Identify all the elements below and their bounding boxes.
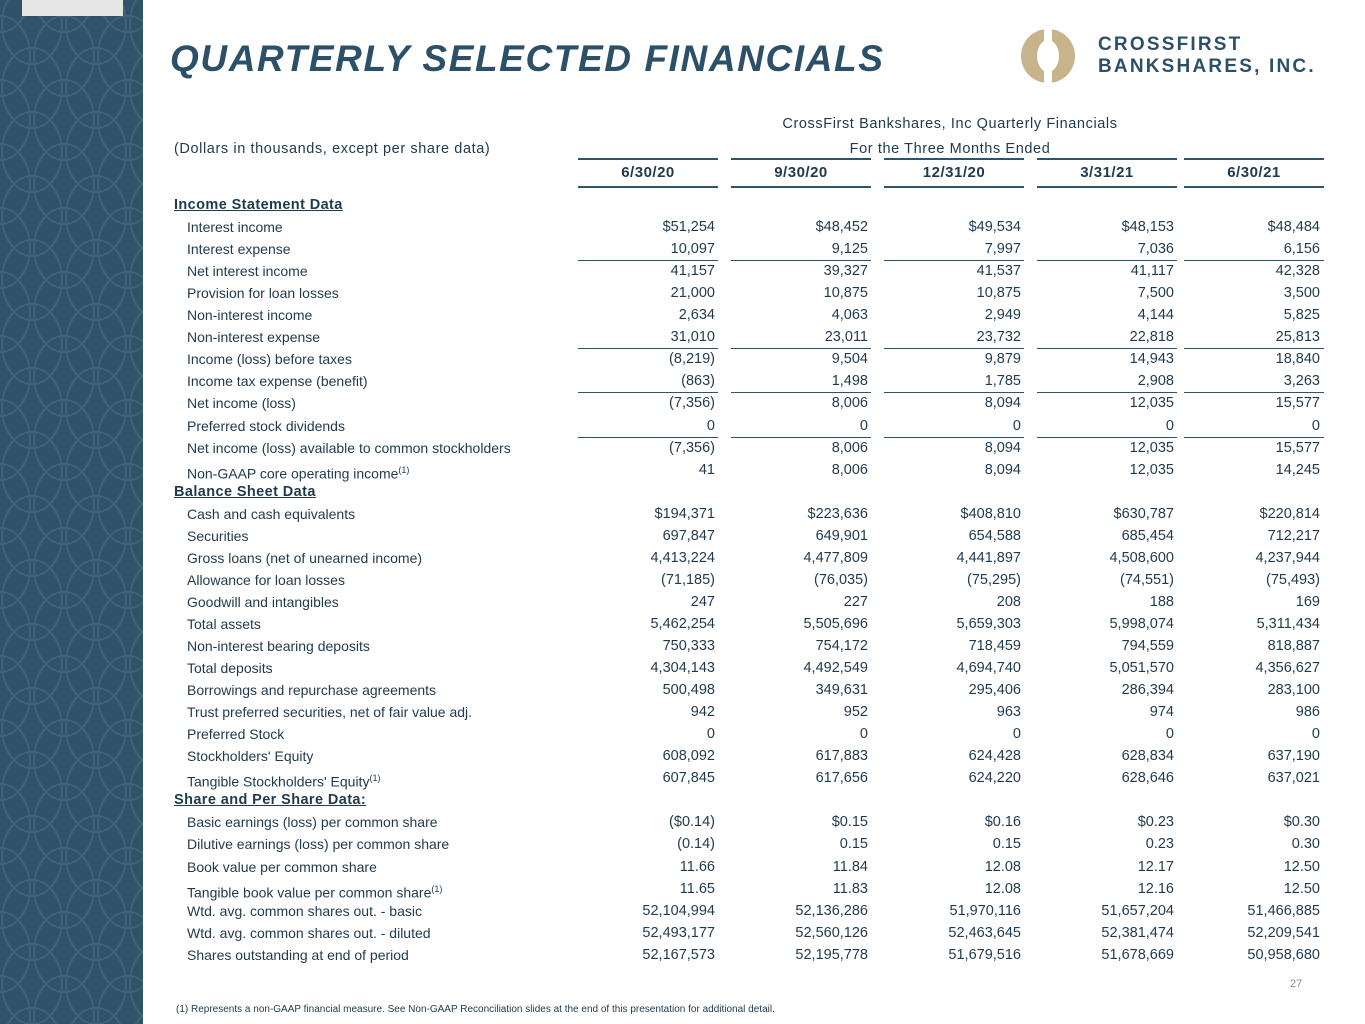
cell-value: 52,560,126 xyxy=(795,924,868,941)
cell-value: 18,840 xyxy=(1275,351,1320,368)
table-row xyxy=(0,635,1365,657)
table-row xyxy=(0,811,1365,833)
cell-value: 169 xyxy=(1295,593,1320,610)
subtotal-rule xyxy=(1184,348,1324,349)
cell-value: 12,035 xyxy=(1129,395,1174,412)
cell-value: $48,484 xyxy=(1267,219,1320,236)
row-label: Provision for loan losses xyxy=(187,285,339,302)
subtotal-rule xyxy=(1037,260,1177,261)
cell-value: 8,006 xyxy=(831,439,868,456)
cell-value: 685,454 xyxy=(1121,527,1174,544)
cell-value: (71,185) xyxy=(660,571,715,588)
cell-value: 52,195,778 xyxy=(795,946,868,963)
cell-value: 52,136,286 xyxy=(795,902,868,919)
cell-value: 4,508,600 xyxy=(1109,549,1174,566)
cell-value: 8,094 xyxy=(984,395,1021,412)
cell-value: 712,217 xyxy=(1267,527,1320,544)
cell-value: 5,659,303 xyxy=(956,615,1021,632)
row-label: Book value per common share xyxy=(187,858,377,875)
cell-value: 3,500 xyxy=(1283,285,1320,302)
subtotal-rule xyxy=(884,348,1024,349)
logo-line-2: BANKSHARES, INC. xyxy=(1098,56,1316,77)
cell-value: 10,097 xyxy=(670,241,715,258)
subtotal-rule xyxy=(731,437,871,438)
row-label: Income (loss) before taxes xyxy=(187,351,352,368)
row-label: Total deposits xyxy=(187,660,273,677)
subtotal-rule xyxy=(1037,392,1177,393)
cell-value: 349,631 xyxy=(815,682,868,699)
cell-value: 283,100 xyxy=(1267,682,1320,699)
cell-value: 50,958,680 xyxy=(1247,946,1320,963)
cell-value: 5,825 xyxy=(1283,307,1320,324)
cell-value: 0.15 xyxy=(839,836,868,853)
cell-value: $48,452 xyxy=(815,219,868,236)
cell-value: 8,006 xyxy=(831,395,868,412)
cell-value: 52,209,541 xyxy=(1247,924,1320,941)
cell-value: 754,172 xyxy=(815,638,868,654)
cell-value: 52,493,177 xyxy=(642,924,715,941)
cell-value: $0.23 xyxy=(1137,814,1174,831)
cell-value: 4,304,143 xyxy=(650,660,715,677)
cell-value: 718,459 xyxy=(968,638,1021,654)
cell-value: (76,035) xyxy=(813,571,868,588)
cell-value: 2,949 xyxy=(984,307,1021,324)
cell-value: 4,356,627 xyxy=(1255,660,1320,677)
cell-value: $0.16 xyxy=(984,814,1021,831)
subtotal-rule xyxy=(884,392,1024,393)
cell-value: 4,413,224 xyxy=(650,549,715,566)
cell-value: (8,219) xyxy=(669,351,715,368)
logo-line-1: CROSSFIRST xyxy=(1098,34,1243,55)
cell-value: 3,263 xyxy=(1283,373,1320,390)
cell-value: 10,875 xyxy=(823,285,868,302)
cell-value: 4,144 xyxy=(1137,307,1174,324)
row-label: Allowance for loan losses xyxy=(187,571,345,588)
row-label: Income tax expense (benefit) xyxy=(187,373,368,390)
table-row xyxy=(0,216,1365,238)
subtotal-rule xyxy=(1184,260,1324,261)
row-label: Interest income xyxy=(187,219,283,236)
cell-value: 5,462,254 xyxy=(650,615,715,632)
cell-value: 624,428 xyxy=(968,748,1021,765)
cell-value: 15,577 xyxy=(1275,439,1320,456)
row-label: Goodwill and intangibles xyxy=(187,593,339,610)
cell-value: 12.16 xyxy=(1137,880,1174,897)
cell-value: 0 xyxy=(1012,417,1021,434)
table-row xyxy=(0,613,1365,635)
cell-value: 11.65 xyxy=(679,880,715,897)
table-row xyxy=(0,304,1365,326)
cell-value: $48,153 xyxy=(1121,219,1174,236)
cell-value: 5,311,434 xyxy=(1256,615,1320,632)
cell-value: 0 xyxy=(859,726,868,743)
subtotal-rule xyxy=(578,437,718,438)
column-header: 12/31/20 xyxy=(884,158,1024,188)
cell-value: 9,879 xyxy=(984,351,1021,368)
cell-value: 4,441,897 xyxy=(956,549,1021,566)
cell-value: 0 xyxy=(859,417,868,434)
cell-value: $0.15 xyxy=(831,814,868,831)
cell-value: 617,883 xyxy=(815,748,868,765)
subtotal-rule xyxy=(731,348,871,349)
table-row xyxy=(0,745,1365,767)
cell-value: 52,104,994 xyxy=(642,902,715,919)
table-row xyxy=(0,701,1365,723)
cell-value: 12.50 xyxy=(1283,858,1320,875)
cell-value: 0 xyxy=(1165,726,1174,743)
table-row xyxy=(0,503,1365,525)
cell-value: 22,818 xyxy=(1129,329,1174,346)
cell-value: 750,333 xyxy=(662,638,715,654)
cell-value: 952 xyxy=(843,704,868,721)
cell-value: 5,505,696 xyxy=(803,615,868,632)
cell-value: 4,237,944 xyxy=(1255,549,1320,566)
cell-value: 15,577 xyxy=(1275,395,1320,412)
cell-value: 51,679,516 xyxy=(948,946,1021,963)
table-row xyxy=(0,922,1365,944)
cell-value: 25,813 xyxy=(1275,329,1320,346)
cell-value: $223,636 xyxy=(807,505,868,522)
cell-value: 52,463,645 xyxy=(948,924,1021,941)
cell-value: 12,035 xyxy=(1129,439,1174,456)
section-header xyxy=(0,789,1365,811)
row-label: Dilutive earnings (loss) per common share xyxy=(187,836,450,853)
subtotal-rule xyxy=(884,437,1024,438)
subtotal-rule xyxy=(884,260,1024,261)
cell-value: 0 xyxy=(1012,726,1021,743)
subtotal-rule xyxy=(578,260,718,261)
subtotal-rule xyxy=(731,392,871,393)
cell-value: 23,011 xyxy=(824,329,868,346)
row-label: Balance Sheet Data xyxy=(174,483,316,500)
cell-value: 52,167,573 xyxy=(642,946,715,963)
cell-value: 4,477,809 xyxy=(803,549,868,566)
footnote: (1) Represents a non-GAAP financial measure. See Non-GAAP Reconciliation slides at the end of this presentation for additional detail. xyxy=(176,1004,775,1015)
row-label: Tangible Stockholders' Equity$^{(1)}$ xyxy=(187,773,381,790)
cell-value: 0 xyxy=(706,417,715,434)
table-row xyxy=(0,723,1365,745)
cell-value: 12,035 xyxy=(1129,461,1174,478)
cell-value: 41,117 xyxy=(1130,263,1174,280)
table-row xyxy=(0,260,1365,282)
row-label: Trust preferred securities, net of fair value adj. xyxy=(187,704,473,721)
cell-value: 986 xyxy=(1295,704,1320,721)
cell-value: 794,559 xyxy=(1121,638,1174,654)
cell-value: 12.17 xyxy=(1137,858,1174,875)
cell-value: $408,810 xyxy=(960,505,1021,522)
cell-value: $51,254 xyxy=(662,219,715,236)
cell-value: 628,834 xyxy=(1121,748,1174,765)
table-row xyxy=(0,370,1365,392)
cell-value: 39,327 xyxy=(823,263,868,280)
cell-value: 8,006 xyxy=(831,461,868,478)
cell-value: 628,646 xyxy=(1121,770,1174,787)
cell-value: ($0.14) xyxy=(669,814,715,831)
subtotal-rule xyxy=(578,392,718,393)
cell-value: 5,051,570 xyxy=(1109,660,1174,677)
cell-value: 1,498 xyxy=(831,373,868,390)
cell-value: 11.66 xyxy=(679,858,715,875)
cell-value: 12.08 xyxy=(984,880,1021,897)
row-label: Net interest income xyxy=(187,263,308,280)
cell-value: 51,678,669 xyxy=(1101,946,1174,963)
cell-value: (75,493) xyxy=(1265,571,1320,588)
cell-value: $630,787 xyxy=(1113,505,1174,522)
cell-value: (75,295) xyxy=(966,571,1021,588)
cell-value: 637,190 xyxy=(1267,748,1320,765)
cell-value: 0 xyxy=(1311,726,1320,743)
section-header xyxy=(0,194,1365,216)
table-row xyxy=(0,944,1365,966)
cell-value: 818,887 xyxy=(1267,638,1320,654)
subtotal-rule xyxy=(1037,437,1177,438)
cell-value: 0 xyxy=(1165,417,1174,434)
cell-value: 14,943 xyxy=(1129,351,1174,368)
cell-value: 7,997 xyxy=(984,241,1021,258)
cell-value: 9,125 xyxy=(831,241,868,258)
cell-value: 52,381,474 xyxy=(1101,924,1174,941)
row-label: Wtd. avg. common shares out. - diluted xyxy=(187,924,431,941)
cell-value: 697,847 xyxy=(662,527,715,544)
cell-value: (863) xyxy=(681,373,715,390)
table-row xyxy=(0,900,1365,922)
cell-value: 11.84 xyxy=(832,858,868,875)
cell-value: 9,504 xyxy=(831,351,868,368)
row-label: Basic earnings (loss) per common share xyxy=(187,814,438,831)
table-row xyxy=(0,415,1365,437)
table-subtitle: For the Three Months Ended xyxy=(849,141,1051,157)
cell-value: 4,063 xyxy=(831,307,868,324)
cell-value: 2,634 xyxy=(678,307,715,324)
cell-value: 617,656 xyxy=(815,770,868,787)
table-row xyxy=(0,833,1365,855)
row-label: Net income (loss) available to common stockholders xyxy=(187,439,511,456)
table-row xyxy=(0,282,1365,304)
cell-value: (74,551) xyxy=(1119,571,1174,588)
cell-value: 649,901 xyxy=(815,527,868,544)
row-label: Tangible book value per common share$^{(1)}$ xyxy=(187,883,443,901)
cell-value: 624,220 xyxy=(968,770,1021,787)
table-row xyxy=(0,392,1365,414)
cell-value: 227 xyxy=(843,593,868,610)
table-row xyxy=(0,591,1365,613)
table-row xyxy=(0,547,1365,569)
column-header: 3/31/21 xyxy=(1037,158,1177,188)
cell-value: 0.30 xyxy=(1291,836,1320,853)
row-label: Securities xyxy=(187,527,249,544)
cell-value: $49,534 xyxy=(968,219,1021,236)
cell-value: 0 xyxy=(1311,417,1320,434)
cell-value: 8,094 xyxy=(984,461,1021,478)
row-label: Non-GAAP core operating income$^{(1)}$ xyxy=(187,464,410,482)
cell-value: 51,657,204 xyxy=(1101,902,1174,919)
table-row xyxy=(0,437,1365,459)
cell-value: 41,537 xyxy=(976,263,1021,280)
subtotal-rule xyxy=(578,348,718,349)
row-label: Cash and cash equivalents xyxy=(187,505,356,522)
row-label: Preferred stock dividends xyxy=(187,417,345,434)
cell-value: 31,010 xyxy=(670,329,715,346)
logo-text xyxy=(1098,34,1316,78)
cell-value: 21,000 xyxy=(670,285,715,302)
cell-value: 208 xyxy=(996,593,1021,610)
cell-value: 974 xyxy=(1149,704,1174,721)
cell-value: 23,732 xyxy=(976,329,1021,346)
subtotal-rule xyxy=(1184,392,1324,393)
subtotal-rule xyxy=(1184,437,1324,438)
table-row xyxy=(0,326,1365,348)
column-header: 9/30/20 xyxy=(731,158,871,188)
cell-value: 500,498 xyxy=(662,682,715,699)
subtotal-rule xyxy=(731,260,871,261)
table-row xyxy=(0,657,1365,679)
cell-value: 188 xyxy=(1149,593,1174,610)
units-label: (Dollars in thousands, except per share data) xyxy=(174,141,491,157)
cell-value: 51,466,885 xyxy=(1247,902,1320,919)
column-header: 6/30/21 xyxy=(1184,158,1324,188)
cell-value: 14,245 xyxy=(1275,461,1320,478)
table-row xyxy=(0,878,1365,900)
table-row xyxy=(0,525,1365,547)
cell-value: 654,588 xyxy=(968,527,1021,544)
cell-value: 0 xyxy=(706,726,715,743)
logo-mark-icon xyxy=(1020,28,1076,84)
top-tab xyxy=(22,0,123,16)
row-label: Wtd. avg. common shares out. - basic xyxy=(187,902,422,919)
cell-value: 41 xyxy=(698,461,715,478)
cell-value: $220,814 xyxy=(1259,505,1320,522)
cell-value: 7,036 xyxy=(1137,241,1174,258)
cell-value: 247 xyxy=(690,593,715,610)
page-number: 27 xyxy=(1290,978,1303,990)
cell-value: 0.15 xyxy=(992,836,1021,853)
row-label: Stockholders' Equity xyxy=(187,748,314,765)
cell-value: 0.23 xyxy=(1145,836,1174,853)
cell-value: 963 xyxy=(996,704,1021,721)
cell-value: (7,356) xyxy=(669,439,715,456)
cell-value: 12.08 xyxy=(984,858,1021,875)
footnote-marker: (1) xyxy=(431,883,443,894)
cell-value: (0.14) xyxy=(677,836,715,853)
cell-value: 8,094 xyxy=(984,439,1021,456)
table-row xyxy=(0,238,1365,260)
row-label: Total assets xyxy=(187,615,261,632)
cell-value: 11.83 xyxy=(832,880,868,897)
cell-value: 637,021 xyxy=(1267,770,1320,787)
page-title: QUARTERLY SELECTED FINANCIALS xyxy=(170,38,885,79)
cell-value: 942 xyxy=(690,704,715,721)
table-row xyxy=(0,679,1365,701)
cell-value: 5,998,074 xyxy=(1109,615,1174,632)
cell-value: 51,970,116 xyxy=(949,902,1021,919)
cell-value: 286,394 xyxy=(1121,682,1174,699)
row-label: Share and Per Share Data: xyxy=(174,792,367,809)
cell-value: 41,157 xyxy=(670,263,715,280)
table-row xyxy=(0,459,1365,481)
cell-value: $0.30 xyxy=(1283,814,1320,831)
cell-value: 10,875 xyxy=(976,285,1021,302)
subtotal-rule xyxy=(1037,348,1177,349)
row-label: Non-interest bearing deposits xyxy=(187,638,370,654)
row-label: Preferred Stock xyxy=(187,726,285,743)
row-label: Non-interest income xyxy=(187,307,313,324)
cell-value: (7,356) xyxy=(669,395,715,412)
row-label: Net income (loss) xyxy=(187,395,296,412)
row-label: Income Statement Data xyxy=(174,197,343,213)
table-row xyxy=(0,348,1365,370)
cell-value: 295,406 xyxy=(968,682,1021,699)
cell-value: 608,092 xyxy=(662,748,715,765)
cell-value: 2,908 xyxy=(1137,373,1174,390)
column-header: 6/30/20 xyxy=(578,158,718,188)
cell-value: 7,500 xyxy=(1137,285,1174,302)
cell-value: 42,328 xyxy=(1275,263,1320,280)
table-row xyxy=(0,856,1365,878)
section-header xyxy=(0,481,1365,503)
table-title: CrossFirst Bankshares, Inc Quarterly Financials xyxy=(782,116,1118,132)
table-row xyxy=(0,569,1365,591)
cell-value: 1,785 xyxy=(984,373,1021,390)
cell-value: $194,371 xyxy=(654,505,715,522)
table-row xyxy=(0,767,1365,789)
cell-value: 6,156 xyxy=(1283,241,1320,258)
footnote-marker: (1) xyxy=(369,773,381,784)
cell-value: 4,492,549 xyxy=(803,660,868,677)
row-label: Gross loans (net of unearned income) xyxy=(187,549,423,566)
row-label: Shares outstanding at end of period xyxy=(187,946,409,963)
row-label: Borrowings and repurchase agreements xyxy=(187,682,437,699)
footnote-marker: (1) xyxy=(398,464,410,475)
row-label: Non-interest expense xyxy=(187,329,321,346)
cell-value: 12.50 xyxy=(1283,880,1320,897)
cell-value: 607,845 xyxy=(662,770,715,787)
row-label: Interest expense xyxy=(187,241,291,258)
cell-value: 4,694,740 xyxy=(956,660,1021,677)
